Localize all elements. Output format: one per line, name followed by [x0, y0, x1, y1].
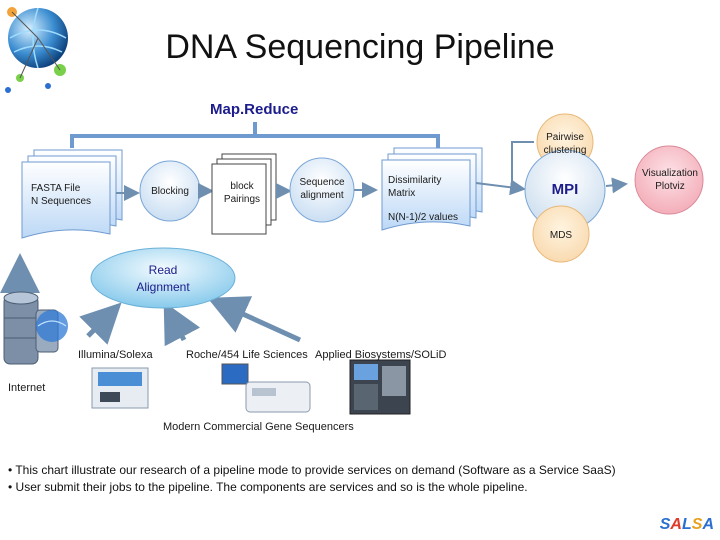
roche-sequencer-icon	[222, 364, 310, 412]
database-server-icon	[4, 292, 68, 364]
sequence-alignment-label: Sequence alignment	[299, 177, 345, 201]
bullet-item: • This chart illustrate our research of a pipeline mode to provide services on demand (Software as a Service SaaS)	[8, 463, 616, 477]
illumina-sequencer-icon	[92, 368, 148, 408]
logo-letter: S	[659, 516, 671, 533]
mpi-label: MPI	[551, 181, 579, 198]
blocking-label: Blocking	[151, 186, 189, 197]
read-alignment-label: Read Alignment	[136, 263, 190, 294]
pairwise-clustering-label: Pairwise clustering	[543, 132, 587, 156]
page-title: DNA Sequencing Pipeline	[165, 28, 555, 66]
logo-letter: S	[691, 516, 703, 533]
visualization-label: Visualization Plotviz	[642, 168, 698, 192]
mapreduce-label: Map.Reduce	[210, 101, 299, 118]
fasta-label: FASTA File N Sequences	[31, 183, 92, 207]
salsa-logo	[660, 516, 714, 534]
logo-letter: A	[702, 516, 714, 533]
logo-letter: L	[681, 516, 692, 533]
applied-biosystems-sequencer-icon	[350, 360, 410, 414]
roche-label: Roche/454 Life Sciences	[186, 349, 308, 361]
bullet-list	[8, 462, 616, 496]
mds-label: MDS	[549, 230, 573, 241]
bullet-item: • User submit their jobs to the pipeline. The components are services and so is the whole pipeline.	[8, 480, 528, 494]
sequencers-caption: Modern Commercial Gene Sequencers	[163, 421, 354, 433]
internet-label: Internet	[8, 382, 46, 394]
dissimilarity-matrix-label: Dissimilarity Matrix	[388, 175, 442, 199]
logo-letter: A	[670, 516, 682, 533]
mapreduce-bracket	[72, 122, 438, 148]
applied-biosystems-label: Applied Biosystems/SOLiD	[315, 349, 447, 361]
values-count-label: N(N-1)/2 values	[388, 212, 459, 223]
illumina-label: Illumina/Solexa	[78, 349, 153, 361]
block-pairings-label: block Pairings	[223, 181, 261, 205]
